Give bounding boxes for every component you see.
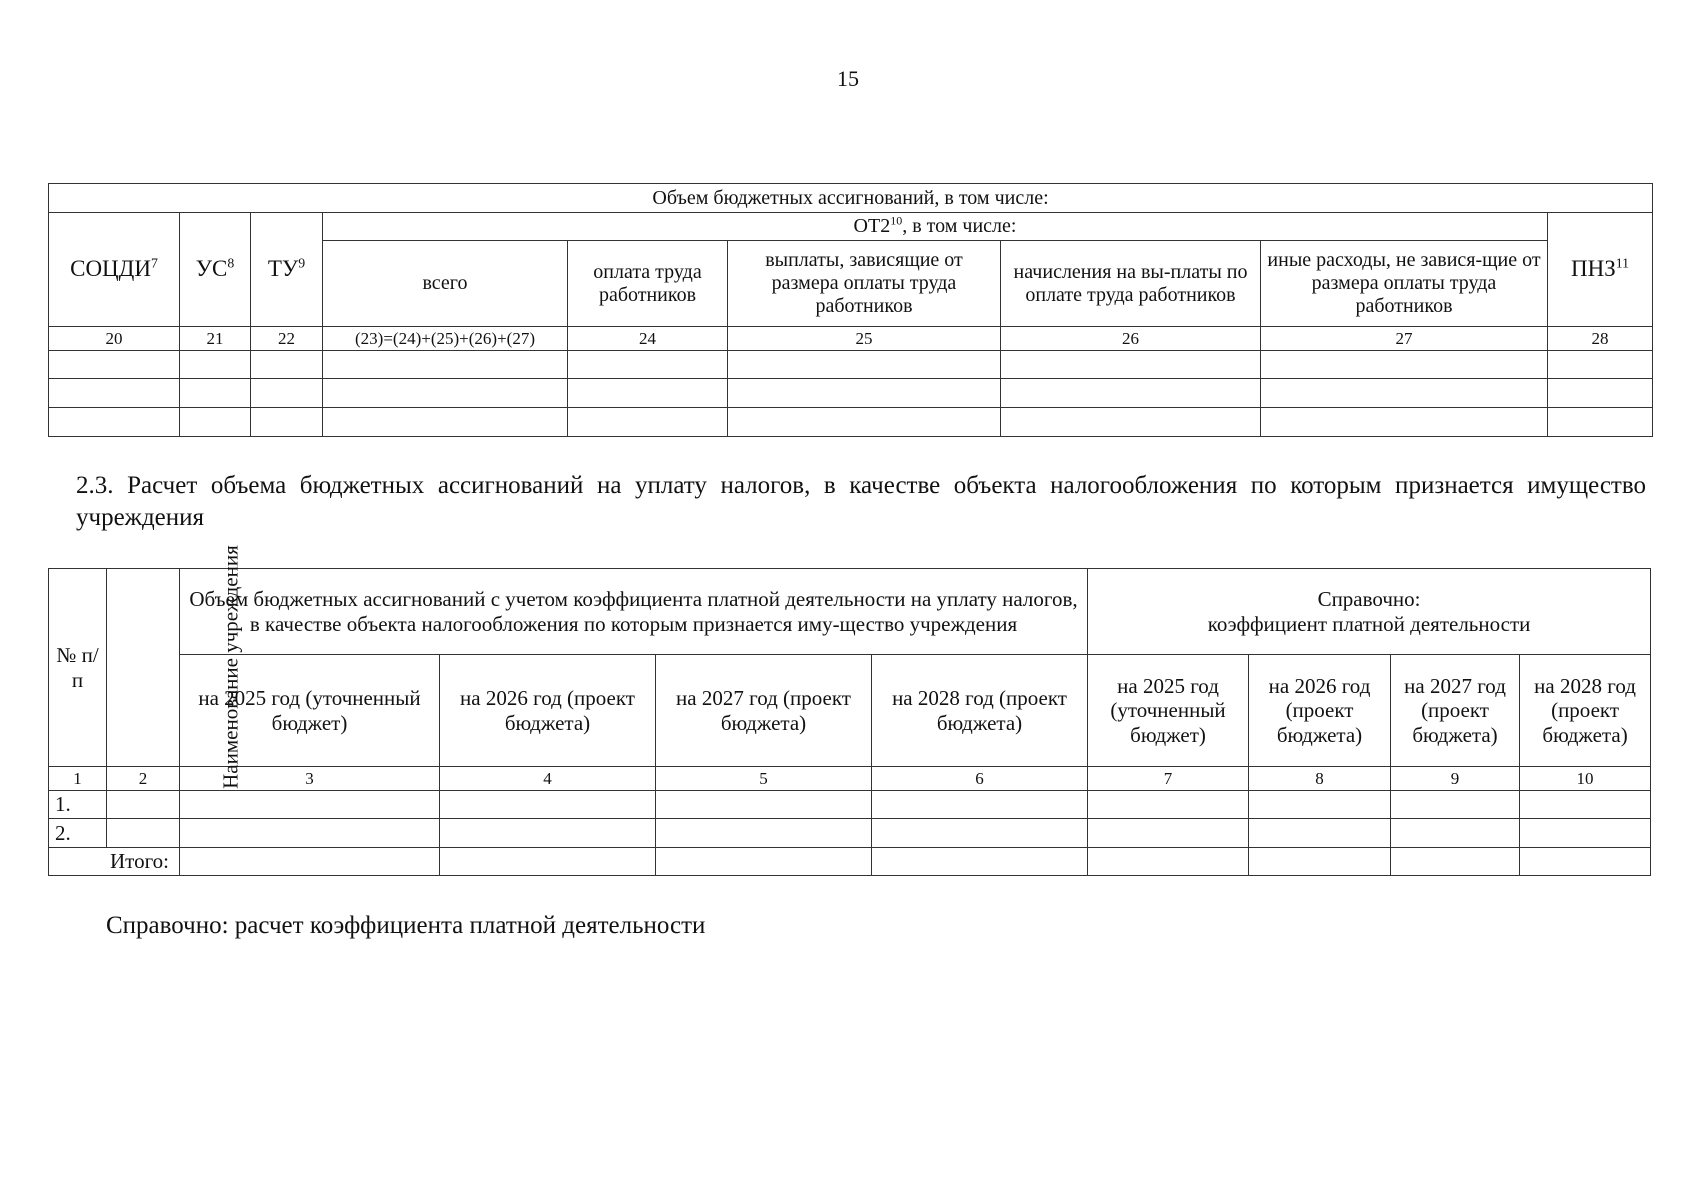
table-cell xyxy=(1001,351,1261,379)
column-number: 9 xyxy=(1391,767,1520,791)
column-header-vol-2026: на 2026 год (проект бюджета) xyxy=(440,655,656,767)
column-number: 5 xyxy=(656,767,872,791)
table-cell xyxy=(180,379,251,408)
column-header-vol-2025: на 2025 год (уточненный бюджет) xyxy=(180,655,440,767)
table-cell xyxy=(1261,351,1548,379)
table-cell xyxy=(323,408,568,437)
section-heading: 2.3. Расчет объема бюджетных ассигнований на уплату налогов, в качестве объекта налогообложения по которым признается имущество учреждения xyxy=(76,472,1646,531)
coefficient-label: коэффициент платной деятельности xyxy=(1207,611,1531,636)
table-cell xyxy=(107,791,180,819)
table-cell xyxy=(49,379,180,408)
table-cell xyxy=(1001,408,1261,437)
table-cell xyxy=(1520,848,1651,876)
table-cell xyxy=(323,379,568,408)
column-number: 7 xyxy=(1088,767,1249,791)
column-number: 8 xyxy=(1249,767,1391,791)
table-cell xyxy=(1088,791,1249,819)
column-header-us: $УС^8$ xyxy=(180,213,251,327)
table-cell xyxy=(180,351,251,379)
total-row xyxy=(49,848,1651,876)
column-header-pay: оплата труда работников xyxy=(568,241,728,327)
column-header-coef-2026: на 2026 год (проект бюджета) xyxy=(1249,655,1391,767)
table-cell xyxy=(1520,791,1651,819)
table-cell xyxy=(1391,848,1520,876)
column-header-coef-2027: на 2027 год (проект бюджета) xyxy=(1391,655,1520,767)
column-header-coef-2028: на 2028 год (проект бюджета) xyxy=(1520,655,1651,767)
table-cell xyxy=(1088,848,1249,876)
column-header-payments: выплаты, зависящие от размера оплаты труда работников xyxy=(728,241,1001,327)
row-number: 1. xyxy=(49,791,107,819)
table-cell xyxy=(656,848,872,876)
table-cell xyxy=(440,791,656,819)
reference-label: Справочно: xyxy=(1317,587,1421,612)
table-row xyxy=(49,819,1651,848)
table-cell xyxy=(180,408,251,437)
table-cell xyxy=(1249,848,1391,876)
table-row xyxy=(49,351,1653,379)
table-cell xyxy=(251,379,323,408)
column-header-institution xyxy=(107,545,243,790)
column-number: 27 xyxy=(1261,327,1548,351)
table-cell xyxy=(1548,408,1653,437)
column-header-vol-2028: на 2028 год (проект бюджета) xyxy=(872,655,1088,767)
column-header-pnz: ПНЗ$^{11}$ xyxy=(1548,213,1653,327)
column-header-other: иные расходы, не завися-щие от размера оплаты труда работников xyxy=(1261,241,1548,327)
table-cell xyxy=(728,408,1001,437)
column-header-total: всего xyxy=(323,241,568,327)
budget-allocations-table xyxy=(48,183,1653,437)
table-row xyxy=(49,408,1653,437)
column-number: 24 xyxy=(568,327,728,351)
table-cell xyxy=(440,848,656,876)
reference-note: Справочно: расчет коэффициента платной деятельности xyxy=(106,912,706,939)
table-cell xyxy=(1261,379,1548,408)
table-cell xyxy=(1088,819,1249,848)
reference-group-header xyxy=(1088,569,1651,655)
column-number: 1 xyxy=(49,767,107,791)
table-cell xyxy=(180,791,440,819)
table-cell xyxy=(49,408,180,437)
column-header-number: № п/п xyxy=(49,569,107,767)
table-cell xyxy=(872,819,1088,848)
table-cell xyxy=(1391,819,1520,848)
table-row xyxy=(49,791,1651,819)
table-cell xyxy=(1249,791,1391,819)
table-cell xyxy=(872,791,1088,819)
table-cell xyxy=(728,351,1001,379)
column-number: 3 xyxy=(180,767,440,791)
table-cell xyxy=(49,351,180,379)
page-number: 15 xyxy=(837,66,859,91)
table-cell xyxy=(440,819,656,848)
rotated-label: Наименование учреждения xyxy=(218,545,243,790)
column-number: 6 xyxy=(872,767,1088,791)
column-header-vol-2027: на 2027 год (проект бюджета) xyxy=(656,655,872,767)
table-cell xyxy=(1548,379,1653,408)
table-cell xyxy=(251,351,323,379)
table-cell xyxy=(107,819,180,848)
volume-group-header: Объем бюджетных ассигнований с учетом коэффициента платной деятельности на уплату налогов, в качестве объекта налогообложения по которым признается иму-щество учреждения xyxy=(180,569,1088,655)
table-cell xyxy=(1520,819,1651,848)
table-cell xyxy=(180,819,440,848)
table-cell xyxy=(568,408,728,437)
table-cell xyxy=(1001,379,1261,408)
table-cell xyxy=(1391,791,1520,819)
total-label: Итого: xyxy=(49,848,180,876)
table1-header-top: Объем бюджетных ассигнований, в том числе: xyxy=(49,184,1653,213)
column-number: 26 xyxy=(1001,327,1261,351)
table-cell xyxy=(180,848,440,876)
column-number: 4 xyxy=(440,767,656,791)
column-header-coef-2025: на 2025 год (уточненный бюджет) xyxy=(1088,655,1249,767)
table-cell xyxy=(1261,408,1548,437)
ot2-group-header: $ОТ2^{10}$, в том числе: xyxy=(323,213,1548,241)
column-header-tu: $ТУ^9$ xyxy=(251,213,323,327)
table-cell xyxy=(872,848,1088,876)
table-cell xyxy=(568,351,728,379)
table-cell xyxy=(656,819,872,848)
table-cell xyxy=(1548,351,1653,379)
row-number: 2. xyxy=(49,819,107,848)
table-cell xyxy=(568,379,728,408)
column-number: 28 xyxy=(1548,327,1653,351)
column-number: 2 xyxy=(107,767,180,791)
column-number: 25 xyxy=(728,327,1001,351)
column-number: 10 xyxy=(1520,767,1651,791)
table-cell xyxy=(656,791,872,819)
column-header-socdi: СОЦДИ$^7$ xyxy=(49,213,180,327)
tax-allocations-table xyxy=(48,545,1651,876)
table-cell xyxy=(1249,819,1391,848)
column-number: (23)=(24)+(25)+(26)+(27) xyxy=(323,327,568,351)
table-cell xyxy=(251,408,323,437)
column-number: 20 xyxy=(49,327,180,351)
table-cell xyxy=(323,351,568,379)
table-row xyxy=(49,379,1653,408)
column-header-accruals: начисления на вы-платы по оплате труда работников xyxy=(1001,241,1261,327)
column-number: 22 xyxy=(251,327,323,351)
column-number: 21 xyxy=(180,327,251,351)
table-cell xyxy=(728,379,1001,408)
